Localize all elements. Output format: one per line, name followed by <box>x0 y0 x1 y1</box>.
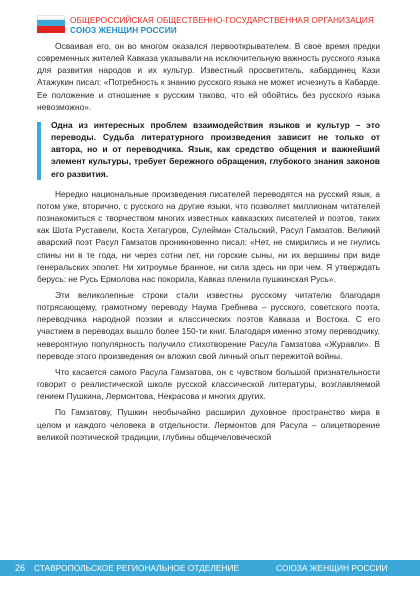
page-header <box>37 14 407 36</box>
page-number: 26 <box>15 563 26 573</box>
article-body <box>37 40 380 447</box>
paragraph-2: Нередко национальные произведения писателей переводятся на русский язык, а потом уже, вторично, с русского на другие языки, что позволяет миллионам читателей познакомиться с творчеством многих известных кавказских писателей и поэтов, таких как Шота Руставели, Коста Хетагуров, Сулейман Стальский, Расул Гамзатов. Великий аварский поэт Расул Гамзатов проникновенно писал: «Нет, не смирились и не гнулись спины ни в те года, ни через сотни лет, ни горские сыны, ни их вершины при виде генеральских эполет. Ни хитроумье бранное, ни сила здесь ни при чем. Я утверждать берусь: не Русь Ермолова нас покорила, Кавказ пленила пушкинская Русь». <box>37 188 380 284</box>
footer-union-name: СОЮЗА ЖЕНЩИН РОССИИ <box>276 563 420 573</box>
organization-line-2: СОЮЗ ЖЕНЩИН РОССИИ <box>70 25 177 35</box>
footer-branch-name: СТАВРОПОЛЬСКОЕ РЕГИОНАЛЬНОЕ ОТДЕЛЕНИЕ <box>34 563 240 573</box>
russian-flag-icon <box>37 15 65 35</box>
page-footer <box>0 560 420 576</box>
quote-bar <box>37 122 41 180</box>
paragraph-5: По Гамзатову, Пушкин необычайно расширил духовное пространство мира в целом и каждого человека в отдельности. Лермонтов для Расула – олицетворение великой поэтической традиции, глубины общечеловеческой <box>37 407 380 442</box>
highlight-quote <box>37 119 380 180</box>
quote-text: Одна из интересных проблем взаимодействия языков и культур – это переводы. Судьба литературного произведения зависит не только от автора, но и от переводчика. Язык, как средство общения и важнейший элемент культуры, требует бережного обращения, глубокого знания законов его развития. <box>51 119 380 179</box>
organization-name <box>70 15 410 35</box>
paragraph-3: Эти великолепные строки стали известны русскому читателю благодаря потрясающему, грамотному переводу Наума Гребнева – русского, советского поэта, переводчика народной поэзии и классических поэтов Кавказа и Востока. С его участием в переводах вышло более 150-ти книг. Благодаря именно этому переводчику, невероятную популярность получило стихотворение Расула Гамзатова «Журавли». В переводе этого произведения он вложил свой личный опыт пережитой войны. <box>37 289 380 361</box>
organization-line-1: ОБЩЕРОССИЙСКАЯ ОБЩЕСТВЕННО-ГОСУДАРСТВЕННАЯ ОРГАНИЗАЦИЯ <box>70 15 374 25</box>
paragraph-1: Осваивая его, он во многом оказался первооткрывателем. В свое время предки современных жителей Кавказа указывали на исключительную важность русского языка для развития народов и их культур. Известный просветитель, кабардинец Кази Атажукин писал: «Потребность к знанию русского языка не может исчезнуть в Кабарде. Ее положение и отношение к русским таково, что ей обойтись без русского языка невозможно». <box>37 41 380 112</box>
paragraph-4: Что касается самого Расула Гамзатова, он с чувством большой признательности говорит о реалистической школе русской классической литературы, возглавляемой гением Пушкина, Лермонтова, Некрасова и многих других. <box>37 366 380 402</box>
